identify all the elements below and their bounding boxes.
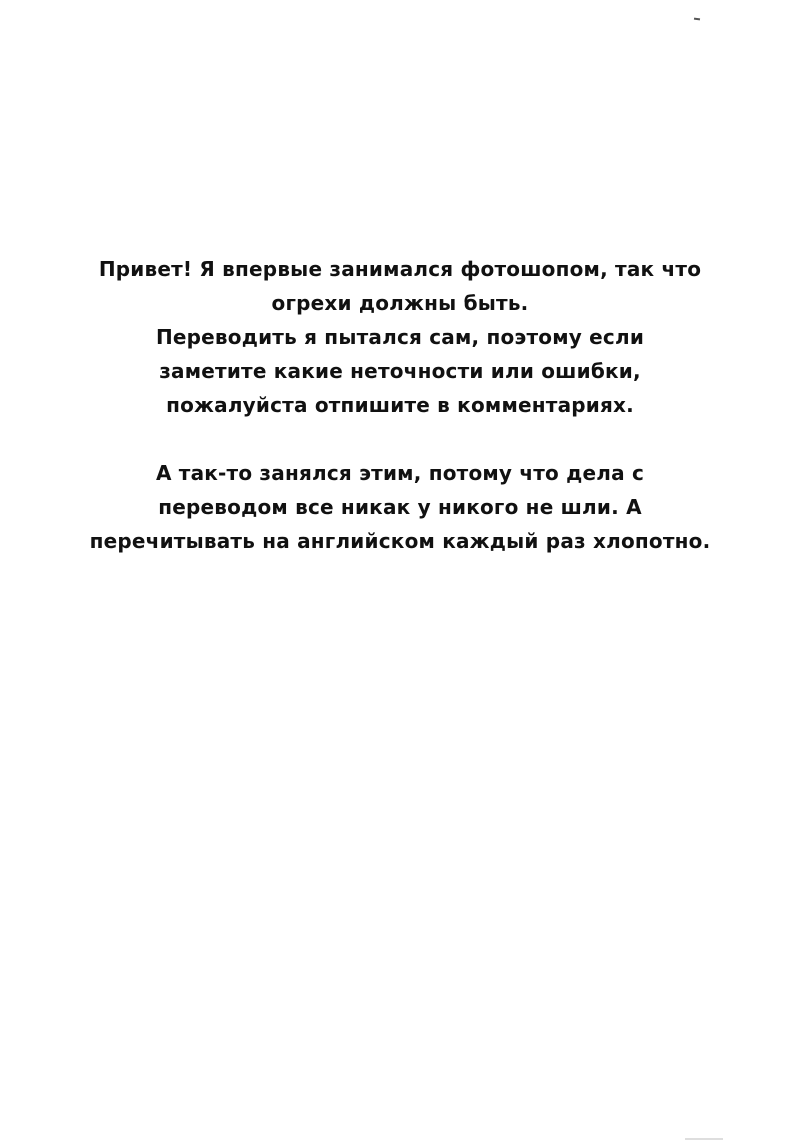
note-line: перечитывать на английском каждый раз хлопотно. (89, 529, 711, 553)
note-line: пожалуйста отпишите в комментариях. (166, 393, 634, 417)
note-line: заметите какие неточности или ошибки, (159, 359, 641, 383)
bottom-scan-mark (685, 1138, 723, 1140)
paragraph-gap (70, 422, 730, 456)
note-line: переводом все никак у никого не шли. А (158, 495, 642, 519)
note-line: огрехи должны быть. (271, 291, 529, 315)
scan-mark (694, 18, 700, 21)
note-line: Привет! Я впервые занимался фотошопом, так что (98, 257, 702, 281)
note-line: Переводить я пытался сам, поэтому если (155, 325, 645, 349)
translator-note (70, 252, 730, 558)
note-line: А так-то занялся этим, потому что дела с (155, 461, 645, 485)
